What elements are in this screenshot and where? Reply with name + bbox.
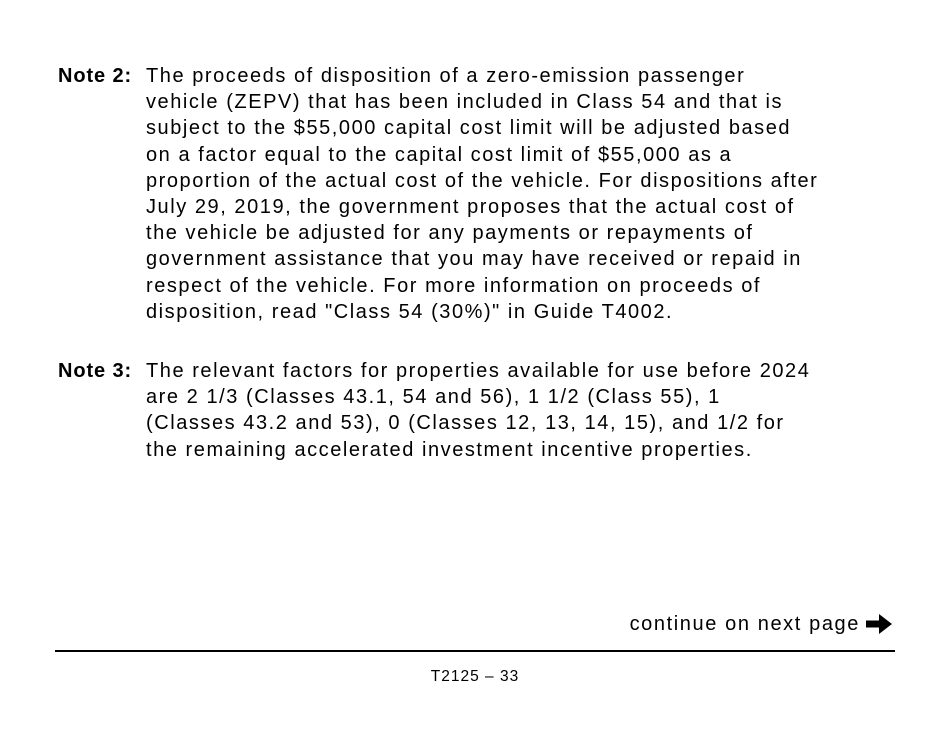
note-3-label: Note 3: xyxy=(58,360,133,382)
note-2-line: subject to the $55,000 capital cost limit will be adjusted based xyxy=(146,117,792,140)
arrow-right-icon xyxy=(864,611,894,637)
note-2-line: on a factor equal to the capital cost limit of $55,000 as a xyxy=(146,143,733,166)
page-number: T2125 – 33 xyxy=(430,668,520,685)
continue-on-next-page xyxy=(630,611,894,637)
note-3-line: The relevant factors for properties available for use before 2024 xyxy=(146,360,811,382)
note-3-line: the remaining accelerated investment incentive properties. xyxy=(146,438,753,461)
note-3 xyxy=(58,358,898,463)
note-2-line: vehicle (ZEPV) that has been included in Class 54 and that is xyxy=(146,91,784,114)
footer-divider xyxy=(55,650,895,652)
note-2-line: The proceeds of disposition of a zero-emission passenger xyxy=(146,65,746,87)
note-3-text xyxy=(146,358,898,463)
note-2-line: proportion of the actual cost of the vehicle. For dispositions after xyxy=(146,169,819,192)
note-2-text xyxy=(146,63,898,325)
note-3-line: are 2 1/3 (Classes 43.1, 54 and 56), 1 1/2 (Class 55), 1 xyxy=(146,386,721,409)
note-3-line: (Classes 43.2 and 53), 0 (Classes 12, 13, 14, 15), and 1/2 for xyxy=(146,412,785,435)
note-2 xyxy=(58,63,898,325)
note-2-line: the vehicle be adjusted for any payments or repayments of xyxy=(146,222,754,245)
note-2-line: respect of the vehicle. For more information on proceeds of xyxy=(146,274,762,297)
note-2-line: disposition, read "Class 54 (30%)" in Guide T4002. xyxy=(146,300,674,323)
continue-text: continue on next page xyxy=(629,613,860,635)
note-2-line: July 29, 2019, the government proposes that the actual cost of xyxy=(146,196,795,219)
note-2-label: Note 2: xyxy=(58,65,133,87)
note-2-line: government assistance that you may have received or repaid in xyxy=(146,248,802,271)
